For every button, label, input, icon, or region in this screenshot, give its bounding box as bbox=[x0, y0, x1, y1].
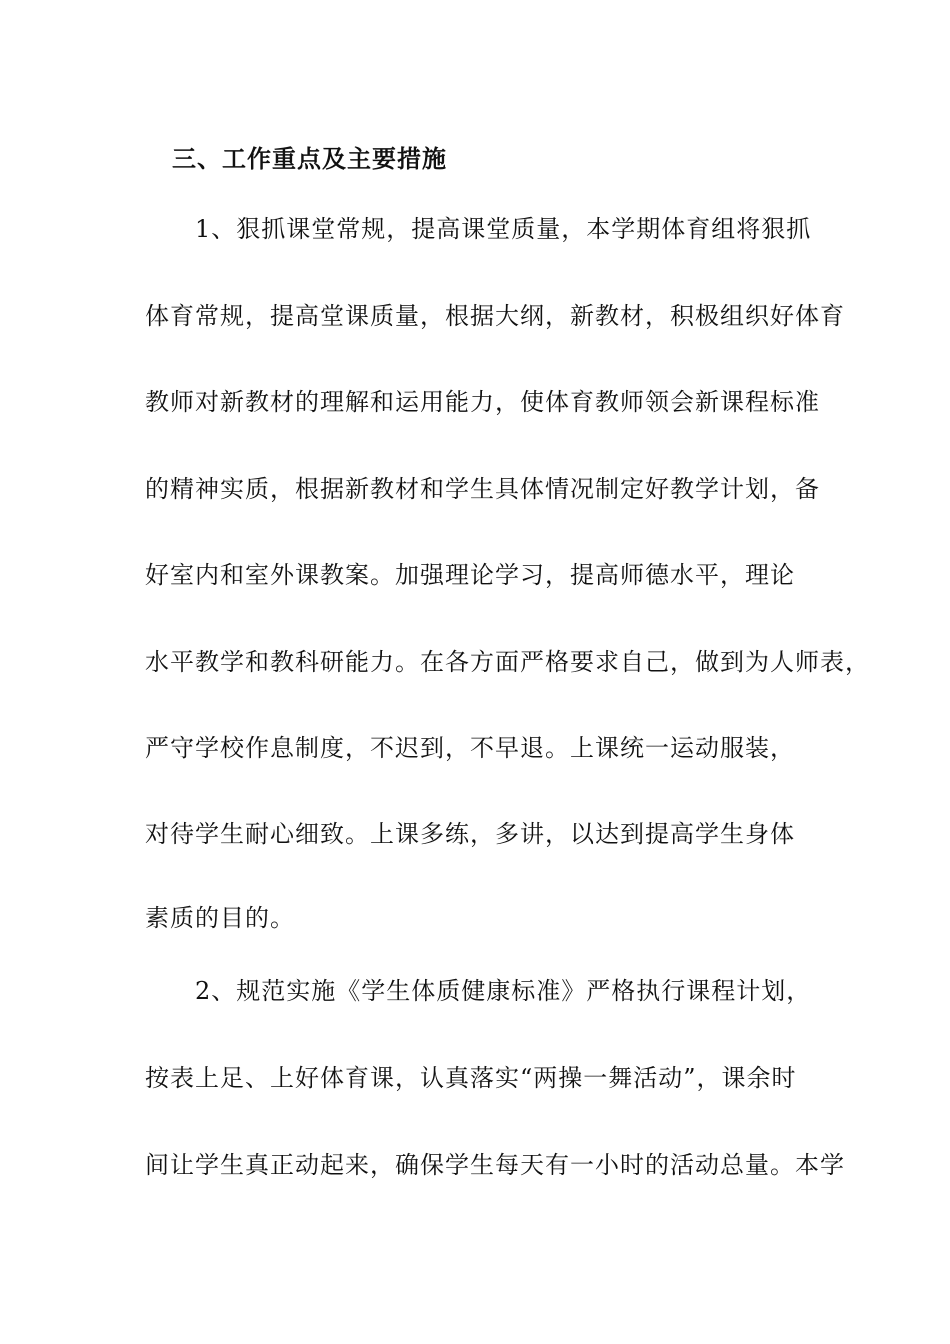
paragraph-line: 水平教学和教科研能力。在各方面严格要求自己，做到为人师表， bbox=[145, 648, 870, 676]
paragraph-line: 好室内和室外课教案。加强理论学习，提高师德水平，理论 bbox=[145, 561, 795, 589]
paragraph-line: 体育常规，提高堂课质量，根据大纲，新教材，积极组织好体育 bbox=[145, 302, 845, 330]
section-heading: 三、工作重点及主要措施 bbox=[172, 144, 447, 173]
paragraph-line: 2、规范实施《学生体质健康标准》严格执行课程计划， bbox=[195, 977, 812, 1005]
paragraph-line: 教师对新教材的理解和运用能力，使体育教师领会新课程标准 bbox=[145, 388, 820, 416]
paragraph-line: 1、狠抓课堂常规，提高课堂质量，本学期体育组将狠抓 bbox=[195, 215, 812, 243]
paragraph-line: 按表上足、上好体育课，认真落实“两操一舞活动”，课余时 bbox=[145, 1064, 797, 1092]
paragraph-line: 对待学生耐心细致。上课多练，多讲，以达到提高学生身体 bbox=[145, 820, 795, 848]
paragraph-line: 间让学生真正动起来，确保学生每天有一小时的活动总量。本学 bbox=[145, 1151, 845, 1179]
paragraph-line: 的精神实质，根据新教材和学生具体情况制定好教学计划，备 bbox=[145, 475, 820, 503]
paragraph-line: 严守学校作息制度，不迟到，不早退。上课统一运动服装， bbox=[145, 734, 795, 762]
paragraph-line: 素质的目的。 bbox=[145, 904, 295, 932]
